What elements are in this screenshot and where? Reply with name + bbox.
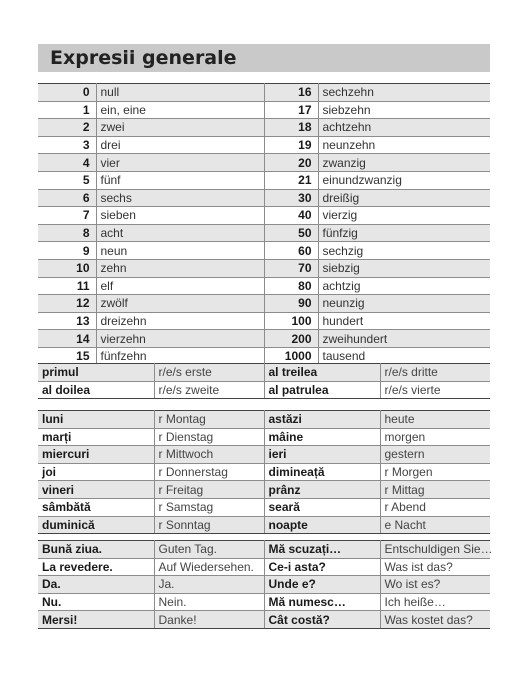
number-cell: 90 (264, 295, 318, 313)
number-cell: 8 (38, 224, 96, 242)
german-word-cell: zweihundert (318, 330, 490, 348)
table-row (38, 541, 490, 559)
german-term-cell: r Sonntag (154, 516, 264, 534)
romanian-term-cell: luni (38, 411, 154, 429)
number-cell: 6 (38, 189, 96, 207)
german-term-cell: Entschuldigen Sie… (380, 541, 490, 559)
german-word-cell: dreizehn (96, 312, 264, 330)
german-word-cell: null (96, 84, 264, 102)
number-cell: 16 (264, 84, 318, 102)
number-cell: 60 (264, 242, 318, 260)
romanian-term-cell: al doilea (38, 381, 154, 399)
romanian-term-cell: dimineață (264, 463, 380, 481)
number-cell: 7 (38, 207, 96, 225)
table-row (38, 558, 490, 576)
number-cell: 20 (264, 154, 318, 172)
german-term-cell: Wo ist es? (380, 576, 490, 594)
german-term-cell: Ich heiße… (380, 593, 490, 611)
german-word-cell: zwanzig (318, 154, 490, 172)
ordinals-body (38, 364, 490, 399)
number-cell: 2 (38, 119, 96, 137)
german-word-cell: elf (96, 277, 264, 295)
german-term-cell: Was kostet das? (380, 611, 490, 629)
number-cell: 9 (38, 242, 96, 260)
romanian-term-cell: La revedere. (38, 558, 154, 576)
number-cell: 13 (38, 312, 96, 330)
romanian-term-cell: Ce-i asta? (264, 558, 380, 576)
romanian-term-cell: ieri (264, 446, 380, 464)
german-term-cell: heute (380, 411, 490, 429)
number-cell: 1 (38, 101, 96, 119)
number-cell: 19 (264, 136, 318, 154)
romanian-term-cell: duminică (38, 516, 154, 534)
german-term-cell: Ja. (154, 576, 264, 594)
romanian-term-cell: joi (38, 463, 154, 481)
romanian-term-cell: al treilea (264, 364, 380, 382)
table-row (38, 593, 490, 611)
number-cell: 3 (38, 136, 96, 154)
phrases-table (38, 540, 493, 629)
table-row (38, 277, 490, 295)
german-word-cell: fünfzig (318, 224, 490, 242)
table-row (38, 446, 490, 464)
days-table (38, 410, 490, 534)
table-row (38, 259, 490, 277)
german-word-cell: zwölf (96, 295, 264, 313)
table-row (38, 224, 490, 242)
romanian-term-cell: Mă scuzați… (264, 541, 380, 559)
german-term-cell: r/e/s erste (154, 364, 264, 382)
number-cell: 1000 (264, 347, 318, 365)
german-word-cell: fünf (96, 171, 264, 189)
german-word-cell: neun (96, 242, 264, 260)
number-cell: 14 (38, 330, 96, 348)
number-cell: 17 (264, 101, 318, 119)
table-row (38, 101, 490, 119)
german-term-cell: r Freitag (154, 481, 264, 499)
german-term-cell: r/e/s vierte (380, 381, 490, 399)
number-cell: 21 (264, 171, 318, 189)
german-word-cell: sechzehn (318, 84, 490, 102)
table-row (38, 364, 490, 382)
number-cell: 80 (264, 277, 318, 295)
number-cell: 100 (264, 312, 318, 330)
german-word-cell: sechs (96, 189, 264, 207)
german-term-cell: Guten Tag. (154, 541, 264, 559)
table-row (38, 154, 490, 172)
german-word-cell: siebzehn (318, 101, 490, 119)
german-term-cell: r/e/s zweite (154, 381, 264, 399)
german-term-cell: e Nacht (380, 516, 490, 534)
german-term-cell: r Dienstag (154, 428, 264, 446)
number-cell: 12 (38, 295, 96, 313)
number-cell: 200 (264, 330, 318, 348)
days-body (38, 411, 490, 534)
german-word-cell: neunzehn (318, 136, 490, 154)
table-row (38, 428, 490, 446)
german-word-cell: siebzig (318, 259, 490, 277)
german-term-cell: r Samstag (154, 498, 264, 516)
german-term-cell: Nein. (154, 593, 264, 611)
table-row (38, 242, 490, 260)
german-term-cell: r/e/s dritte (380, 364, 490, 382)
number-cell: 5 (38, 171, 96, 189)
german-term-cell: r Donnerstag (154, 463, 264, 481)
german-word-cell: einundzwanzig (318, 171, 490, 189)
german-word-cell: tausend (318, 347, 490, 365)
table-row (38, 330, 490, 348)
german-word-cell: vierzehn (96, 330, 264, 348)
german-word-cell: sechzig (318, 242, 490, 260)
table-row (38, 207, 490, 225)
german-word-cell: vierzig (318, 207, 490, 225)
number-cell: 15 (38, 347, 96, 365)
romanian-term-cell: seară (264, 498, 380, 516)
romanian-term-cell: al patrulea (264, 381, 380, 399)
table-row (38, 189, 490, 207)
number-cell: 30 (264, 189, 318, 207)
number-cell: 40 (264, 207, 318, 225)
romanian-term-cell: Mă numesc… (264, 593, 380, 611)
table-row (38, 136, 490, 154)
romanian-term-cell: Mersi! (38, 611, 154, 629)
romanian-term-cell: miercuri (38, 446, 154, 464)
german-term-cell: morgen (380, 428, 490, 446)
table-row (38, 171, 490, 189)
german-term-cell: gestern (380, 446, 490, 464)
table-row (38, 312, 490, 330)
german-word-cell: drei (96, 136, 264, 154)
romanian-term-cell: vineri (38, 481, 154, 499)
german-term-cell: r Mittag (380, 481, 490, 499)
number-cell: 4 (38, 154, 96, 172)
german-word-cell: achtzig (318, 277, 490, 295)
german-word-cell: ein, eine (96, 101, 264, 119)
table-row (38, 84, 490, 102)
table-row (38, 119, 490, 137)
number-cell: 0 (38, 84, 96, 102)
romanian-term-cell: Nu. (38, 593, 154, 611)
german-term-cell: Was ist das? (380, 558, 490, 576)
romanian-term-cell: astăzi (264, 411, 380, 429)
table-row (38, 295, 490, 313)
romanian-term-cell: primul (38, 364, 154, 382)
german-word-cell: vier (96, 154, 264, 172)
table-row (38, 481, 490, 499)
table-row (38, 611, 490, 629)
romanian-term-cell: mâine (264, 428, 380, 446)
numbers-table (38, 83, 490, 366)
romanian-term-cell: Da. (38, 576, 154, 594)
german-word-cell: zwei (96, 119, 264, 137)
romanian-term-cell: Bună ziua. (38, 541, 154, 559)
german-term-cell: Auf Wiedersehen. (154, 558, 264, 576)
german-word-cell: acht (96, 224, 264, 242)
german-term-cell: r Abend (380, 498, 490, 516)
romanian-term-cell: marți (38, 428, 154, 446)
german-term-cell: r Montag (154, 411, 264, 429)
number-cell: 18 (264, 119, 318, 137)
table-row (38, 463, 490, 481)
german-word-cell: dreißig (318, 189, 490, 207)
german-term-cell: r Morgen (380, 463, 490, 481)
page-title: Expresii generale (38, 44, 490, 72)
german-word-cell: zehn (96, 259, 264, 277)
german-word-cell: achtzehn (318, 119, 490, 137)
romanian-term-cell: sâmbătă (38, 498, 154, 516)
number-cell: 10 (38, 259, 96, 277)
ordinals-table (38, 363, 490, 399)
table-row (38, 381, 490, 399)
german-word-cell: sieben (96, 207, 264, 225)
table-row (38, 576, 490, 594)
german-word-cell: hundert (318, 312, 490, 330)
number-cell: 50 (264, 224, 318, 242)
table-row (38, 498, 490, 516)
romanian-term-cell: Cât costă? (264, 611, 380, 629)
romanian-term-cell: noapte (264, 516, 380, 534)
romanian-term-cell: Unde e? (264, 576, 380, 594)
table-row (38, 516, 490, 534)
romanian-term-cell: prânz (264, 481, 380, 499)
number-cell: 70 (264, 259, 318, 277)
numbers-body (38, 84, 490, 366)
number-cell: 11 (38, 277, 96, 295)
german-word-cell: fünfzehn (96, 347, 264, 365)
table-row (38, 411, 490, 429)
german-word-cell: neunzig (318, 295, 490, 313)
phrases-body (38, 541, 493, 629)
german-term-cell: Danke! (154, 611, 264, 629)
german-term-cell: r Mittwoch (154, 446, 264, 464)
